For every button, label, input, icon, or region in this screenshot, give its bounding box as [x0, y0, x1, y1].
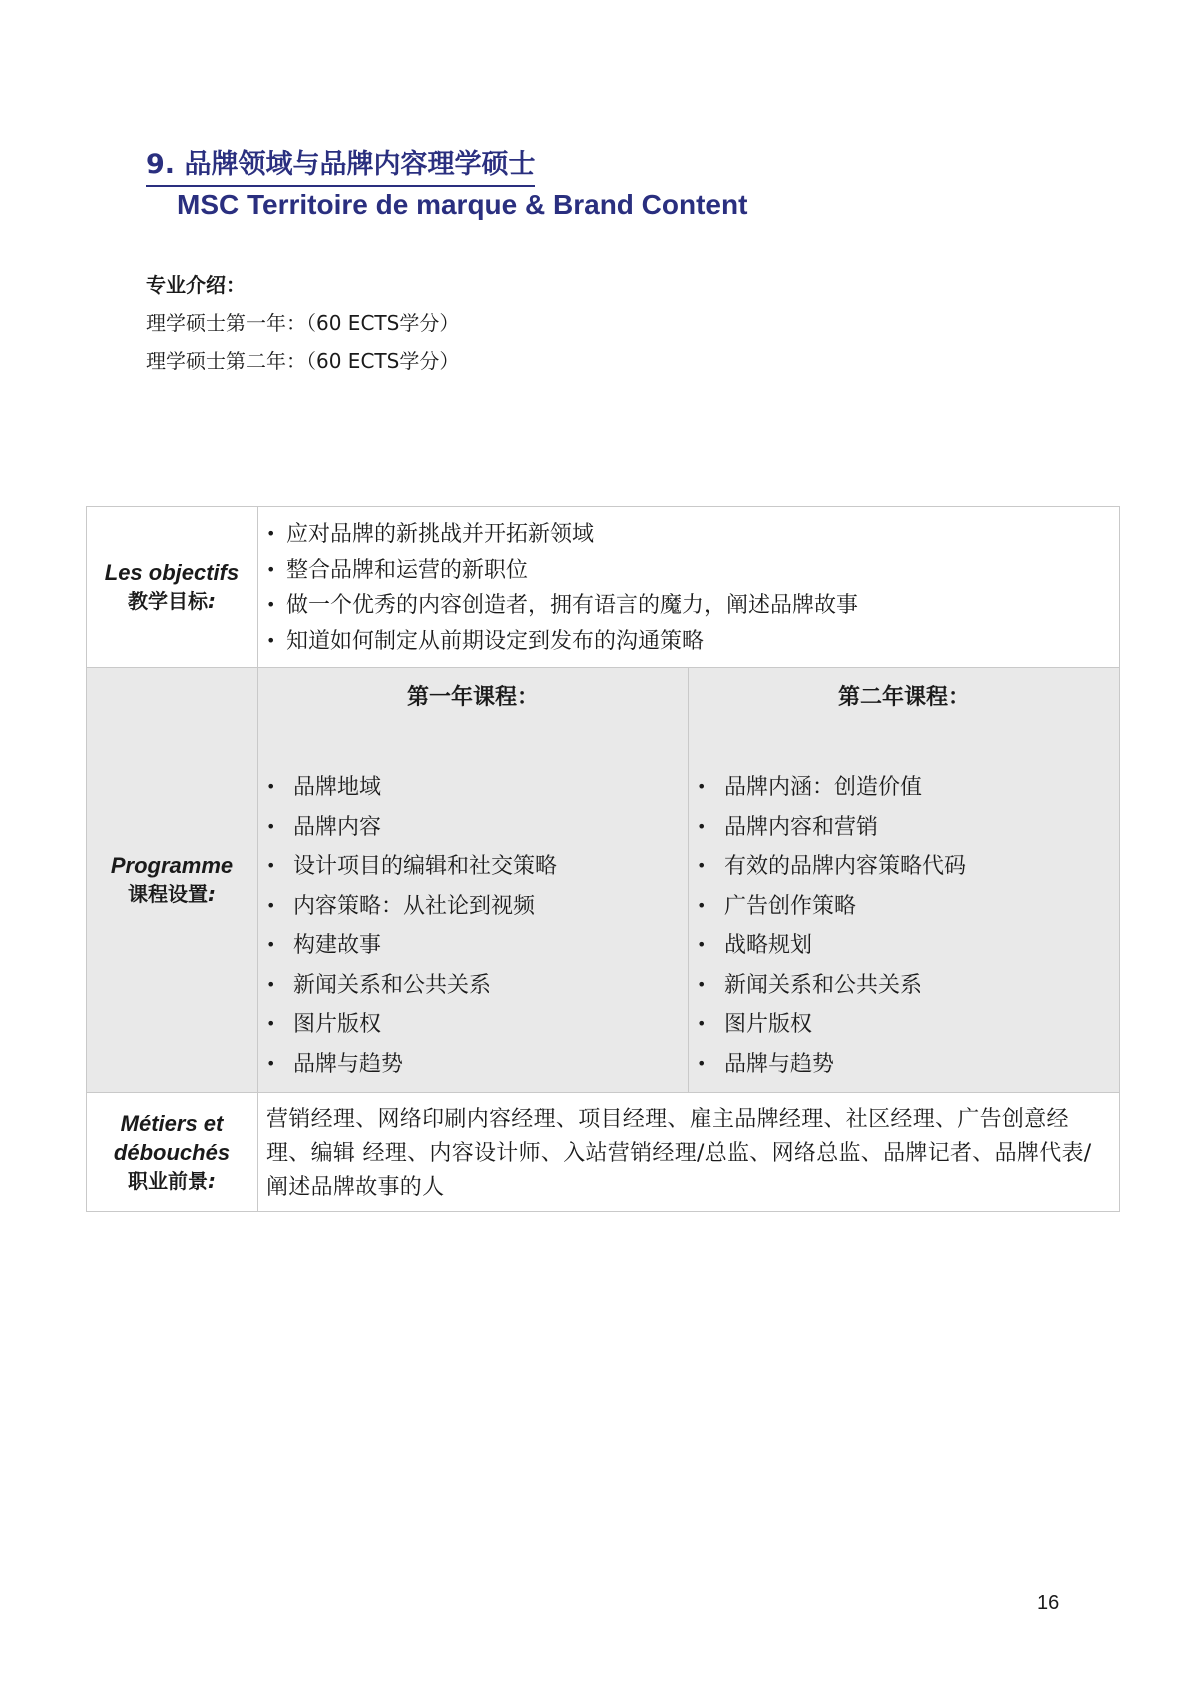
page-number: 16: [1037, 1592, 1060, 1614]
careers-label-cn-line: [87, 1167, 257, 1196]
heading-title-fr: MSC Territoire de marque & Brand Content: [177, 189, 748, 220]
list-item: [258, 847, 688, 887]
list-item-text: 知道如何制定从前期设定到发布的沟通策略: [286, 628, 705, 654]
bullet-icon: •: [266, 559, 276, 579]
heading-title-cn: 品牌领域与品牌内容理学硕士: [184, 149, 536, 180]
list-item: [266, 624, 1109, 660]
careers-row: [87, 1093, 1120, 1212]
label-colon: :: [208, 1168, 216, 1193]
bullet-icon: •: [266, 974, 276, 994]
list-item-text: 图片版权: [293, 1012, 382, 1037]
bullet-icon: •: [266, 935, 276, 954]
list-item-text: 设计项目的编辑和社交策略: [293, 854, 558, 879]
list-item: [258, 768, 688, 808]
year2-courses: [689, 668, 1120, 1093]
year1-title: 第一年课程：: [406, 685, 539, 710]
year1-courses: [258, 668, 689, 1093]
bullet-icon: •: [697, 856, 707, 875]
label-colon: :: [208, 589, 216, 613]
list-item: [689, 926, 1119, 966]
objectives-label-fr: Les objectifs: [104, 560, 240, 585]
careers-label-cn: 职业前景: [128, 1168, 208, 1193]
list-item: [258, 966, 688, 1006]
bullet-icon: •: [266, 524, 276, 543]
list-item-text: 内容策略：从社论到视频: [293, 893, 536, 919]
bullet-icon: •: [697, 816, 707, 836]
bullet-icon: •: [697, 974, 707, 994]
list-item: [266, 517, 1109, 553]
intro-year2: 理学硕士第二年：（60 ECTS学分）: [146, 349, 460, 373]
bullet-icon: •: [266, 1014, 276, 1033]
list-item: [689, 1005, 1119, 1045]
list-item-text: 应对品牌的新挑战并开拓新领域: [286, 522, 595, 547]
list-item: [689, 768, 1119, 808]
heading-number: 9.: [146, 149, 176, 180]
bullet-icon: •: [266, 895, 276, 915]
list-item-text: 品牌内容: [293, 814, 382, 840]
programme-label-cn-line: [87, 880, 257, 909]
list-item-text: 有效的品牌内容策略代码: [724, 854, 967, 879]
bullet-icon: •: [266, 595, 276, 614]
programme-label: [87, 668, 258, 1093]
objectives-row: [87, 507, 1120, 668]
list-item-text: 品牌与趋势: [293, 1051, 404, 1077]
list-item-text: 品牌内涵：创造价值: [724, 775, 923, 800]
list-item-text: 图片版权: [724, 1012, 813, 1037]
list-item-text: 新闻关系和公共关系: [293, 972, 492, 998]
list-item-text: 做一个优秀的内容创造者，拥有语言的魔力，阐述品牌故事: [286, 593, 859, 618]
list-item-text: 品牌地域: [293, 775, 382, 800]
list-item: [689, 887, 1119, 927]
list-item: [266, 553, 1109, 589]
list-item: [258, 887, 688, 927]
bullet-icon: •: [697, 1014, 707, 1033]
list-item: [689, 808, 1119, 848]
programme-table: [86, 506, 1120, 1212]
bullet-icon: •: [697, 777, 707, 796]
bullet-icon: •: [266, 856, 276, 875]
bullet-icon: •: [266, 816, 276, 836]
objectives-label-cn: 教学目标: [128, 589, 208, 613]
list-item-text: 构建故事: [293, 933, 382, 958]
bullet-icon: •: [266, 630, 276, 650]
section-heading: [146, 146, 747, 225]
list-item: [258, 1005, 688, 1045]
year2-title: 第二年课程：: [837, 685, 970, 710]
bullet-icon: •: [697, 935, 707, 954]
list-item: [258, 1045, 688, 1085]
list-item-text: 品牌内容和营销: [724, 814, 879, 840]
intro-heading: 专业介绍：: [146, 273, 246, 297]
bullet-icon: •: [266, 1053, 276, 1073]
list-item-text: 新闻关系和公共关系: [724, 972, 923, 998]
intro-year1: 理学硕士第一年：（60 ECTS学分）: [146, 311, 460, 335]
careers-label-fr-1: Métiers et: [120, 1110, 224, 1136]
careers-label-fr-2: débouchés: [113, 1139, 231, 1165]
careers-text: 营销经理、网络印刷内容经理、项目经理、雇主品牌经理、社区经理、广告创意经理、编辑 经理、内容设计师、入站营销经理/总监、网络总监、品牌记者、品牌代表/阐述品牌故事的人: [258, 1093, 1120, 1212]
list-item-text: 广告创作策略: [724, 893, 857, 919]
list-item: [258, 808, 688, 848]
list-item-text: 整合品牌和运营的新职位: [286, 557, 529, 583]
bullet-icon: •: [697, 895, 707, 915]
list-item: [266, 588, 1109, 624]
list-item: [689, 966, 1119, 1006]
bullet-icon: •: [266, 777, 276, 796]
label-colon: :: [208, 882, 216, 906]
programme-label-fr: Programme: [110, 853, 234, 878]
objectives-label: [87, 507, 258, 668]
list-item-text: 品牌与趋势: [724, 1051, 835, 1077]
list-item: [689, 847, 1119, 887]
programme-intro: [146, 266, 459, 380]
heading-cn: [146, 146, 535, 187]
list-item-text: 战略规划: [724, 933, 813, 958]
programme-label-cn: 课程设置: [128, 882, 208, 906]
bullet-icon: •: [697, 1053, 707, 1073]
objectives-content: [258, 507, 1120, 668]
careers-label: [87, 1093, 258, 1212]
programme-row: [87, 668, 1120, 1093]
list-item: [258, 926, 688, 966]
list-item: [689, 1045, 1119, 1085]
objectives-label-cn-line: [87, 587, 257, 616]
